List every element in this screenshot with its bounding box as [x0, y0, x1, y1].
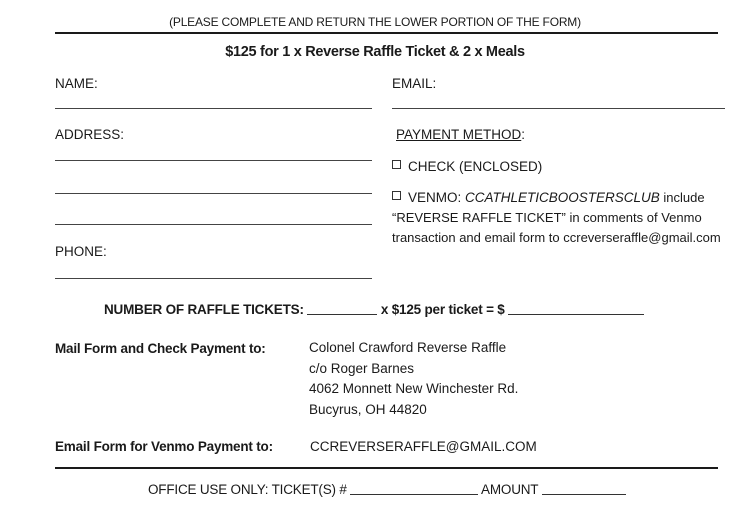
venmo-account: CCATHLETICBOOSTERSCLUB — [465, 190, 660, 205]
office-tickets-input[interactable] — [350, 482, 478, 495]
mail-label: Mail Form and Check Payment to: — [55, 341, 266, 356]
venmo-instruction-line-3: transaction and email form to ccreverseraffle@gmail.com — [392, 230, 721, 245]
address-label: ADDRESS: — [55, 127, 125, 142]
name-input-line[interactable] — [55, 108, 372, 109]
address-input-line-1[interactable] — [55, 160, 372, 161]
payment-method-heading-text: PAYMENT METHOD — [396, 127, 522, 142]
email-venmo-address: CCREVERSERAFFLE@GMAIL.COM — [310, 439, 537, 454]
ticket-total-input[interactable] — [508, 302, 644, 315]
venmo-suffix: include — [659, 190, 705, 205]
address-input-line-2[interactable] — [55, 193, 372, 194]
mail-address-line: 4062 Monnett New Winchester Rd. — [309, 381, 519, 396]
ticket-price-label: x $125 per ticket = $ — [377, 302, 509, 317]
check-checkbox-icon[interactable] — [392, 160, 401, 169]
check-option[interactable] — [392, 159, 542, 174]
mail-address-line: Bucyrus, OH 44820 — [309, 401, 427, 417]
payment-method-colon: : — [521, 127, 526, 142]
office-tickets-label: OFFICE USE ONLY: TICKET(S) # — [148, 482, 351, 497]
ticket-count-input[interactable] — [307, 302, 377, 315]
email-input-line[interactable] — [392, 108, 725, 109]
name-label: NAME: — [55, 76, 98, 91]
phone-label: PHONE: — [55, 244, 107, 259]
ticket-calculation-row — [104, 302, 644, 317]
venmo-option[interactable] — [392, 190, 705, 205]
mail-address-line: c/o Roger Barnes — [309, 360, 415, 376]
venmo-instruction-line-2: “REVERSE RAFFLE TICKET” in comments of Venmo — [392, 210, 702, 225]
email-venmo-label: Email Form for Venmo Payment to: — [55, 439, 273, 454]
bottom-divider — [55, 467, 718, 469]
office-amount-label: AMOUNT — [478, 482, 542, 497]
office-use-row — [148, 482, 626, 497]
venmo-prefix: VENMO: — [408, 190, 466, 205]
address-input-line-3[interactable] — [55, 224, 372, 225]
mail-address-line: Colonel Crawford Reverse Raffle — [309, 340, 507, 355]
email-label: EMAIL: — [392, 76, 437, 91]
office-amount-input[interactable] — [542, 482, 626, 495]
venmo-checkbox-icon[interactable] — [392, 191, 401, 200]
mail-address — [309, 338, 518, 420]
check-option-label: CHECK (ENCLOSED) — [408, 159, 543, 174]
payment-method-heading — [396, 127, 525, 142]
form-title: $125 for 1 x Reverse Raffle Ticket & 2 x Meals — [225, 44, 525, 60]
form-instruction: (PLEASE COMPLETE AND RETURN THE LOWER PORTION OF THE FORM) — [169, 15, 581, 29]
ticket-count-label: NUMBER OF RAFFLE TICKETS: — [104, 302, 308, 317]
top-divider — [55, 32, 718, 34]
phone-input-line[interactable] — [55, 278, 372, 279]
